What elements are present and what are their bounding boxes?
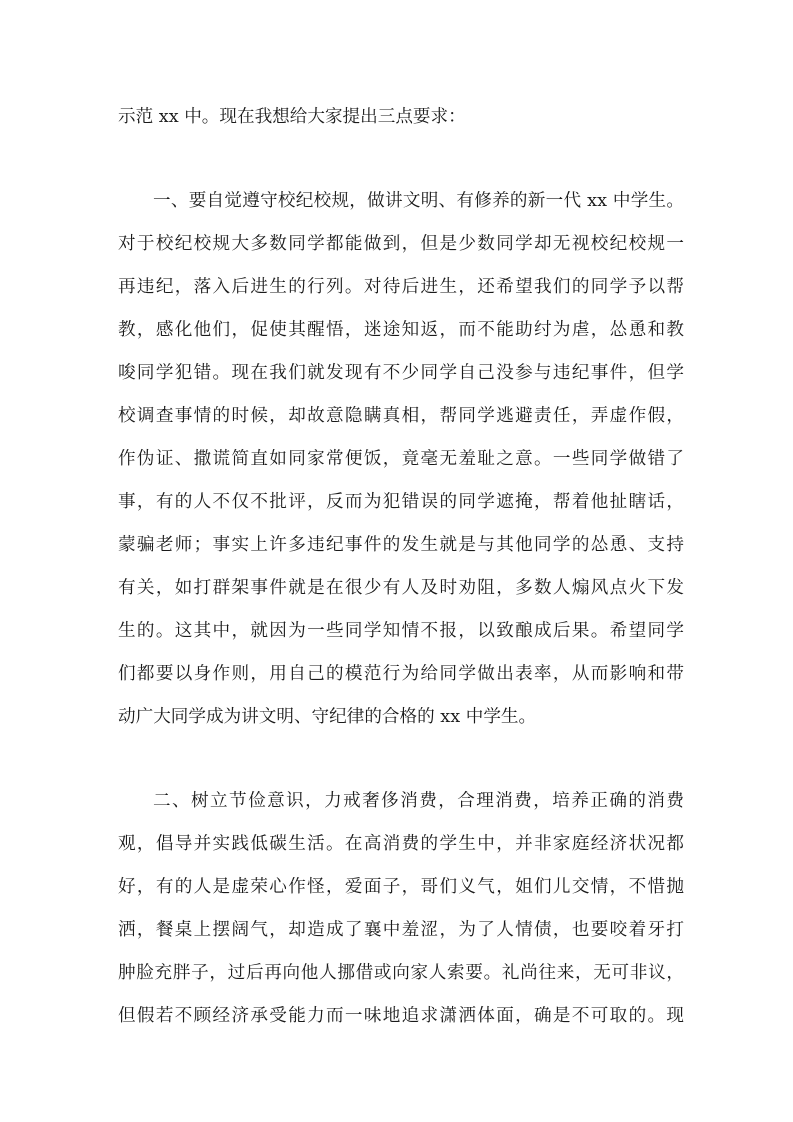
text-line-intro: 示范 xx 中。现在我想给大家提出三点要求： xyxy=(118,107,466,127)
paragraph-1-line: 唆同学犯错。现在我们就发现有不少同学自己没参与违纪事件，但学 xyxy=(118,363,684,383)
paragraph-1-line: 生的。这其中，就因为一些同学知情不报，以致酿成后果。希望同学 xyxy=(118,621,684,641)
paragraph-1-line: 作伪证、撒谎简直如同家常便饭，竟毫无羞耻之意。一些同学做错了 xyxy=(118,449,684,469)
paragraph-2-first-line: 二、树立节俭意识，力戒奢侈消费，合理消费，培养正确的消费 xyxy=(153,791,684,811)
paragraph-1-line: 们都要以身作则，用自己的模范行为给同学做出表率，从而影响和带 xyxy=(118,664,684,684)
paragraph-1-line: 校调查事情的时候，却故意隐瞒真相，帮同学逃避责任，弄虚作假， xyxy=(118,406,684,426)
paragraph-2-line: 观，倡导并实践低碳生活。在高消费的学生中，并非家庭经济状况都 xyxy=(118,834,684,854)
paragraph-2-line: 肿脸充胖子，过后再向他人挪借或向家人索要。礼尚往来，无可非议， xyxy=(118,963,684,983)
paragraph-1-line: 事，有的人不仅不批评，反而为犯错误的同学遮掩，帮着他扯瞎话， xyxy=(118,492,684,512)
paragraph-1-line: 蒙骗老师；事实上许多违纪事件的发生就是与其他同学的怂恿、支持 xyxy=(118,535,684,555)
paragraph-1-line: 有关，如打群架事件就是在很少有人及时劝阻，多数人煽风点火下发 xyxy=(118,578,684,598)
paragraph-1-line: 再违纪，落入后进生的行列。对待后进生，还希望我们的同学予以帮 xyxy=(118,277,684,297)
paragraph-2-line: 但假若不顾经济承受能力而一味地追求潇洒体面，确是不可取的。现 xyxy=(118,1006,684,1026)
paragraph-1-last-line: 动广大同学成为讲文明、守纪律的合格的 xx 中学生。 xyxy=(118,707,537,727)
paragraph-2-line: 洒，餐桌上摆阔气，却造成了襄中羞涩，为了人情债，也要咬着牙打 xyxy=(118,920,684,940)
paragraph-1-line: 对于校纪校规大多数同学都能做到，但是少数同学却无视校纪校规一 xyxy=(118,234,684,254)
paragraph-2-line: 好，有的人是虚荣心作怪，爱面子，哥们义气，姐们儿交情，不惜抛 xyxy=(118,877,684,897)
paragraph-1-first-line: 一、要自觉遵守校纪校规，做讲文明、有修养的新一代 xx 中学生。 xyxy=(153,191,684,211)
paragraph-1-line: 教，感化他们，促使其醒悟，迷途知返，而不能助纣为虐，怂恿和教 xyxy=(118,320,684,340)
